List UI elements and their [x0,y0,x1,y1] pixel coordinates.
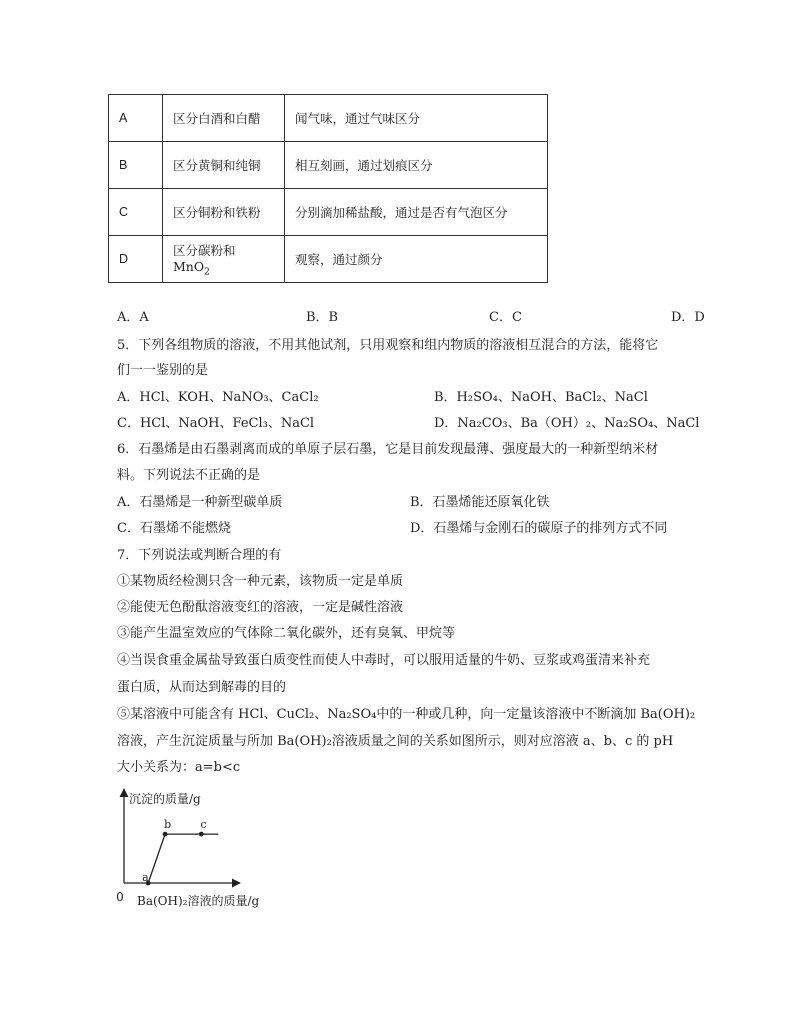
q6-choice-d[interactable]: D．石墨烯与金刚石的碳原子的排列方式不同 [410,521,668,536]
q7-statement-5-line2: 溶液，产生沉淀质量与所加 Ba(OH)₂溶液质量之间的关系如图所示，则对应溶液 a、b、c 的 pH [117,734,674,749]
q4-choice-c[interactable]: C．C [489,310,522,325]
options-table [108,94,548,283]
q7-statement-3: ③能产生温室效应的气体除二氧化碳外，还有臭氧、甲烷等 [117,626,456,641]
data-point-label-a: a [142,871,149,884]
q6-choice-a[interactable]: A．石墨烯是一种新型碳单质 [117,495,283,510]
y-axis-label: 沉淀的质量/g [129,792,201,806]
data-point-label-c: c [200,818,207,832]
precipitate-chart [110,785,290,915]
x-axis-label: Ba(OH)₂溶液的质量/g [137,894,260,908]
row-label: A [109,95,163,142]
row-method: 分别滴加稀盐酸，通过是否有气泡区分 [285,189,548,236]
q7-statement-2: ②能使无色酚酞溶液变红的溶液，一定是碱性溶液 [117,600,404,615]
q7-statement-5-line3: 大小关系为：a=b<c [117,760,241,775]
row-label: B [109,142,163,189]
data-point-c [199,832,204,837]
q6-stem-line2: 料。下列说法不正确的是 [117,468,261,483]
q7-statement-1: ①某物质经检测只含一种元素，该物质一定是单质 [117,574,404,589]
q6-choice-b[interactable]: B．石墨烯能还原氧化铁 [410,495,550,510]
table-row [109,236,548,283]
q5-stem-line2: 们一一鉴别的是 [117,363,209,378]
q5-choice-c[interactable]: C．HCl、NaOH、FeCl₃、NaCl [117,416,315,431]
table-row [109,95,548,142]
q5-choice-a[interactable]: A．HCl、KOH、NaNO₃、CaCl₂ [117,390,319,405]
q4-choice-a[interactable]: A．A [117,310,149,325]
table-row [109,142,548,189]
row-method: 闻气味，通过气味区分 [285,95,548,142]
row-task: 区分铜粉和铁粉 [163,189,285,236]
row-task: 区分白酒和白醋 [163,95,285,142]
q7-statement-5-line1: ⑤某溶液中可能含有 HCl、CuCl₂、Na₂SO₄中的一种或几种，向一定量该溶液中不断滴加 Ba(OH)₂ [117,707,696,722]
row-method: 观察，通过颜分 [285,236,548,283]
q4-choice-d[interactable]: D．D [671,310,705,325]
q6-stem-line1: 6．石墨烯是由石墨剥离而成的单原子层石墨，它是目前发现最薄、强度最大的一种新型纳米材 [117,442,659,457]
origin-label: 0 [116,890,124,904]
q5-stem-line1: 5．下列各组物质的溶液，不用其他试剂，只用观察和组内物质的溶液相互混合的方法，能将它 [117,338,659,353]
q4-choice-b[interactable]: B．B [306,310,339,325]
row-label: C [109,189,163,236]
row-method: 相互刻画，通过划痕区分 [285,142,548,189]
q6-choice-c[interactable]: C．石墨烯不能燃烧 [117,521,231,536]
q7-stem: 7．下列说法或判断合理的有 [117,548,282,563]
row-task [163,236,285,283]
row-task-text: 区分碳粉和 MnO [173,242,236,274]
q7-statement-4-line1: ④当误食重金属盐导致蛋白质变性而使人中毒时，可以服用适量的牛奶、豆浆或鸡蛋清来补充 [117,653,651,668]
data-point-b [163,832,168,837]
q5-choice-b[interactable]: B．H₂SO₄、NaOH、BaCl₂、NaCl [434,390,648,405]
row-task: 区分黄铜和纯铜 [163,142,285,189]
table-row [109,189,548,236]
q5-choice-d[interactable]: D．Na₂CO₃、Ba（OH）₂、Na₂SO₄、NaCl [434,416,700,431]
row-label: D [109,236,163,283]
row-task-subscript: 2 [204,267,210,278]
q7-statement-4-line2: 蛋白质，从而达到解毒的目的 [117,680,287,695]
series-line [148,834,218,883]
data-point-label-b: b [164,818,172,832]
